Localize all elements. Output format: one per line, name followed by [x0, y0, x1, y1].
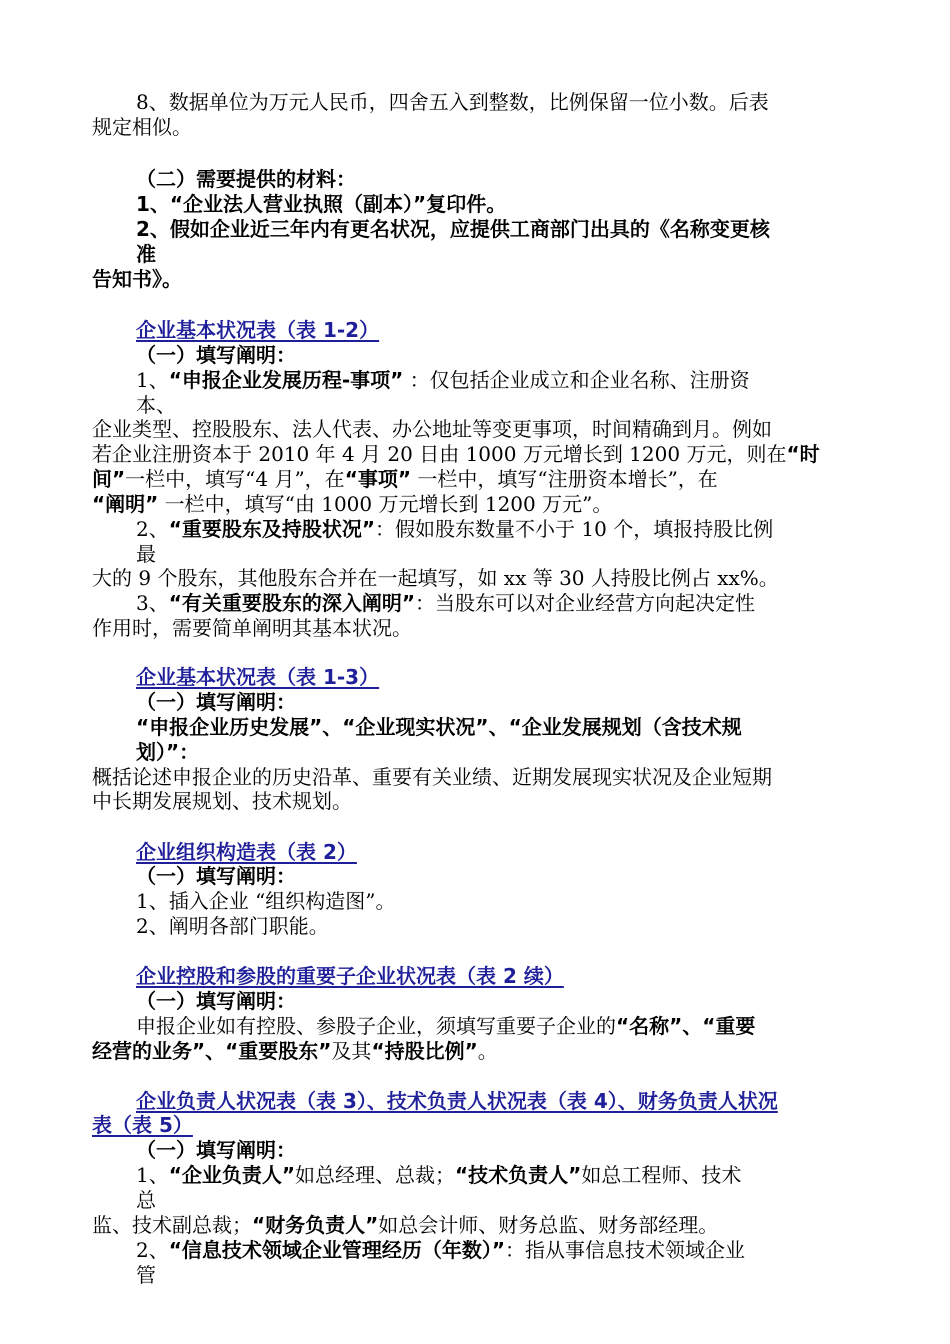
paragraph-line: 申报企业如有控股、参股子企业，须填写重要子企业的“名称”、“重要 [136, 1014, 756, 1038]
paragraph-line: “申报企业历史发展”、“企业现实状况”、“企业发展规划（含技术规 [136, 715, 742, 739]
section-title-link[interactable]: 企业组织构造表（表 2） [136, 840, 357, 864]
paragraph-line: 经营的业务”、“重要股东”及其“持股比例”。 [92, 1039, 498, 1063]
section-title-link[interactable]: 企业负责人状况表（表 3）、技术负责人状况表（表 4）、财务负责人状况 [136, 1089, 778, 1113]
paragraph-line: 1、“申报企业发展历程-事项” ：仅包括企业成立和企业名称、注册资 [136, 368, 750, 392]
paragraph-line: 管 [136, 1263, 156, 1287]
subheading: （一）填写阐明： [136, 989, 296, 1013]
subheading: （一）填写阐明： [136, 343, 296, 367]
paragraph-line: 2、“重要股东及持股状况”：假如股东数量不小于 10 个，填报持股比例 [136, 517, 774, 541]
paragraph-line: 3、“有关重要股东的深入阐明”：当股东可以对企业经营方向起决定性 [136, 591, 756, 615]
paragraph-line: 监、技术副总裁；“财务负责人”如总会计师、财务总监、财务部经理。 [92, 1213, 719, 1237]
paragraph-line: 间”一栏中，填写“4 月”，在“事项” 一栏中，填写“注册资本增长”，在 [92, 467, 718, 491]
paragraph-line: 总 [136, 1188, 156, 1212]
section-title-link[interactable]: 企业基本状况表（表 1-2） [136, 318, 380, 342]
paragraph-line: “阐明” 一栏中，填写“由 1000 万元增长到 1200 万元”。 [92, 492, 613, 516]
paragraph-line: 规定相似。 [92, 115, 192, 139]
subheading: （二）需要提供的材料： [136, 167, 356, 191]
paragraph-line: 告知书》。 [92, 267, 182, 291]
paragraph-line: 准 [136, 242, 156, 266]
paragraph-line: 划）”： [136, 740, 200, 764]
paragraph-line: 企业类型、控股股东、法人代表、办公地址等变更事项，时间精确到月。例如 [92, 417, 772, 441]
section-title-link[interactable]: 表（表 5） [92, 1113, 193, 1137]
paragraph-line: 中长期发展规划、技术规划。 [92, 789, 352, 813]
paragraph-line: 2、“信息技术领域企业管理经历（年数）”：指从事信息技术领域企业 [136, 1238, 746, 1262]
paragraph-line: 若企业注册资本于 2010 年 4 月 20 日由 1000 万元增长到 1200 万元，则在“时 [92, 442, 820, 466]
paragraph-line: 本、 [136, 393, 176, 417]
subheading: （一）填写阐明： [136, 1138, 296, 1162]
subheading: （一）填写阐明： [136, 690, 296, 714]
section-title-link[interactable]: 企业基本状况表（表 1-3） [136, 665, 380, 689]
paragraph-line: 大的 9 个股东，其他股东合并在一起填写，如 xx 等 30 人持股比例占 xx%。 [92, 566, 779, 590]
paragraph-line: 2、阐明各部门职能。 [136, 914, 329, 938]
subheading: （一）填写阐明： [136, 864, 296, 888]
paragraph-line: 1、插入企业 “组织构造图”。 [136, 889, 396, 913]
paragraph-line: 概括论述申报企业的历史沿革、重要有关业绩、近期发展现实状况及企业短期 [92, 765, 772, 789]
paragraph-line: 2、假如企业近三年内有更名状况，应提供工商部门出具的《名称变更核 [136, 217, 770, 241]
section-title-link[interactable]: 企业控股和参股的重要子企业状况表（表 2 续） [136, 964, 564, 988]
paragraph-line: 作用时，需要简单阐明其基本状况。 [92, 616, 412, 640]
paragraph-line: 1、“企业法人营业执照（副本）”复印件。 [136, 192, 507, 216]
paragraph-line: 1、“企业负责人”如总经理、总裁；“技术负责人”如总工程师、技术 [136, 1163, 742, 1187]
paragraph-line: 最 [136, 542, 156, 566]
paragraph-line: 8、数据单位为万元人民币，四舍五入到整数，比例保留一位小数。后表 [136, 90, 769, 114]
